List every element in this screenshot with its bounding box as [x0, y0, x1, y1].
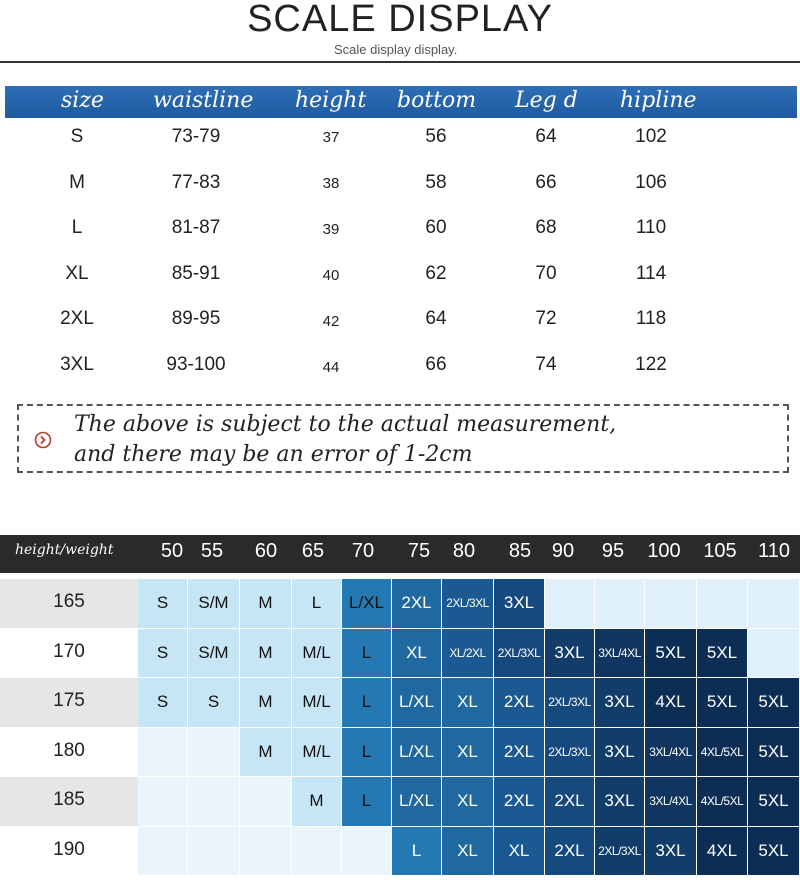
size-cell: 56: [425, 126, 447, 147]
size-recommendation-cell: 2XL: [494, 777, 545, 826]
size-cell: 64: [425, 308, 447, 329]
height-label: 190: [53, 838, 85, 860]
size-recommendation-cell: [748, 629, 800, 678]
size-recommendation-cell: 2XL: [545, 827, 595, 876]
size-cell: 85-91: [171, 262, 221, 284]
size-cell: 2XL: [60, 308, 94, 329]
size-cell: 72: [535, 308, 557, 329]
height-label: 165: [53, 591, 85, 612]
size-cell: 102: [635, 126, 667, 147]
size-recommendation-cell: 5XL: [748, 827, 800, 876]
size-cell: 68: [535, 217, 557, 238]
header: [0, 0, 800, 62]
column-header-height: height: [295, 88, 367, 113]
size-recommendation-cell: 5XL: [697, 629, 748, 678]
size-cell: 110: [635, 217, 667, 238]
size-recommendation-cell: 3XL: [595, 728, 645, 777]
page-title: SCALE DISPLAY: [247, 0, 553, 40]
size-recommendation-cell: 3XL: [645, 827, 697, 876]
size-recommendation-cell: S: [138, 678, 188, 727]
size-recommendation-cell: L: [342, 678, 392, 727]
size-recommendation-cell: 3XL/4XL: [645, 777, 697, 826]
weight-label: 80: [452, 540, 476, 562]
size-recommendation-cell: 4XL: [697, 827, 748, 876]
size-recommendation-cell: M/L: [292, 629, 342, 678]
column-header-hipline: hipline: [620, 88, 697, 113]
size-recommendation-cell: L/XL: [342, 579, 392, 628]
size-recommendation-cell: L/XL: [392, 777, 442, 826]
size-cell: 3XL: [60, 353, 94, 375]
size-cell: 77-83: [171, 171, 221, 193]
height-label: 180: [53, 739, 85, 761]
size-recommendation-cell: L: [342, 728, 392, 777]
size-recommendation-cell: L: [292, 579, 342, 628]
size-recommendation-cell: [292, 827, 342, 876]
size-cell: XL: [65, 262, 89, 284]
size-recommendation-cell: M: [240, 678, 292, 727]
size-recommendation-cell: 5XL: [748, 777, 800, 826]
size-recommendation-grid: [0, 535, 800, 875]
size-recommendation-cell: L/XL: [392, 678, 442, 727]
size-recommendation-cell: L: [342, 629, 392, 678]
size-cell: 66: [425, 353, 447, 375]
size-recommendation-cell: 3XL: [545, 629, 595, 678]
size-row: [0, 263, 800, 303]
size-row: [0, 308, 800, 348]
size-recommendation-cell: 2XL/3XL: [442, 579, 494, 628]
size-recommendation-cell: S: [188, 678, 240, 727]
size-cell: 118: [635, 308, 667, 329]
size-recommendation-cell: 2XL: [545, 777, 595, 826]
grid-header: [0, 535, 800, 573]
size-cell: 89-95: [171, 308, 221, 329]
size-recommendation-cell: 4XL/5XL: [697, 728, 748, 777]
weight-label: 60: [254, 540, 278, 562]
size-recommendation-cell: L: [392, 827, 442, 876]
size-recommendation-cell: [342, 827, 392, 876]
size-row: [0, 126, 800, 166]
size-recommendation-cell: 3XL: [494, 579, 545, 628]
size-cell: 64: [535, 126, 557, 147]
size-cell: S: [70, 126, 84, 147]
size-recommendation-cell: 3XL/4XL: [645, 728, 697, 777]
size-recommendation-cell: 4XL: [645, 678, 697, 727]
size-recommendation-cell: XL: [442, 728, 494, 777]
size-cell: 58: [425, 171, 447, 193]
size-recommendation-cell: [748, 579, 800, 628]
size-recommendation-cell: S/M: [188, 629, 240, 678]
size-recommendation-cell: [188, 777, 240, 826]
size-row: [0, 172, 800, 212]
size-recommendation-cell: M/L: [292, 678, 342, 727]
size-recommendation-cell: 2XL: [392, 579, 442, 628]
size-cell: 38: [322, 175, 340, 192]
size-recommendation-cell: M/L: [292, 728, 342, 777]
size-recommendation-cell: S: [138, 579, 188, 628]
size-cell: 122: [635, 353, 667, 375]
weight-label: 95: [601, 540, 625, 562]
size-row: [0, 354, 800, 394]
size-recommendation-cell: M: [240, 579, 292, 628]
size-recommendation-cell: 2XL/3XL: [545, 678, 595, 727]
size-recommendation-cell: L: [342, 777, 392, 826]
size-recommendation-cell: [645, 579, 697, 628]
weight-label: 70: [351, 540, 375, 562]
grid-corner-label: height/weight: [15, 542, 114, 558]
size-recommendation-cell: [138, 777, 188, 826]
size-recommendation-cell: [138, 728, 188, 777]
size-recommendation-cell: 5XL: [748, 728, 800, 777]
size-recommendation-cell: XL: [442, 777, 494, 826]
size-cell: 66: [535, 171, 557, 193]
note-line-1: The above is subject to the actual measurement,: [74, 412, 617, 437]
size-recommendation-cell: 5XL: [697, 678, 748, 727]
size-recommendation-cell: 2XL/3XL: [545, 728, 595, 777]
divider: [0, 61, 800, 63]
weight-label: 85: [508, 540, 532, 562]
size-recommendation-cell: M: [240, 629, 292, 678]
size-cell: 39: [322, 221, 340, 238]
size-recommendation-cell: [240, 777, 292, 826]
size-recommendation-cell: M: [292, 777, 342, 826]
measurement-note: [17, 404, 789, 473]
size-recommendation-cell: 2XL: [494, 678, 545, 727]
size-recommendation-cell: [188, 728, 240, 777]
weight-label: 105: [703, 540, 737, 562]
size-table-header: [5, 86, 797, 118]
column-header-size: size: [61, 88, 104, 113]
weight-label: 75: [407, 540, 431, 562]
size-cell: 40: [322, 267, 340, 284]
height-label: 175: [53, 690, 85, 711]
size-recommendation-cell: M: [240, 728, 292, 777]
size-recommendation-cell: XL: [442, 827, 494, 876]
size-recommendation-cell: L/XL: [392, 728, 442, 777]
size-recommendation-cell: 2XL/3XL: [494, 629, 545, 678]
size-recommendation-cell: XL: [442, 678, 494, 727]
column-header-leg: Leg d: [515, 88, 578, 113]
size-cell: 93-100: [166, 353, 226, 375]
size-cell: 106: [635, 171, 667, 193]
size-cell: L: [71, 217, 83, 238]
size-cell: 81-87: [171, 217, 221, 238]
size-cell: 73-79: [171, 126, 221, 147]
size-recommendation-cell: [240, 827, 292, 876]
weight-label: 50: [160, 540, 184, 562]
size-recommendation-cell: S/M: [188, 579, 240, 628]
page-subtitle: Scale display display.: [334, 42, 458, 57]
size-cell: 60: [425, 217, 447, 238]
size-recommendation-cell: 4XL/5XL: [697, 777, 748, 826]
weight-label: 110: [758, 540, 790, 562]
size-recommendation-cell: XL: [392, 629, 442, 678]
size-cell: 44: [322, 359, 340, 376]
size-cell: 74: [535, 353, 557, 375]
size-cell: 70: [535, 262, 557, 284]
size-recommendation-cell: [138, 827, 188, 876]
size-recommendation-cell: S: [138, 629, 188, 678]
size-recommendation-cell: [545, 579, 595, 628]
chevron-right-circle-icon: [34, 431, 52, 449]
size-recommendation-cell: 3XL/4XL: [595, 629, 645, 678]
size-recommendation-cell: [188, 827, 240, 876]
weight-label: 90: [551, 540, 575, 562]
size-cell: 37: [322, 129, 340, 146]
size-recommendation-cell: [595, 579, 645, 628]
size-recommendation-cell: 3XL: [595, 777, 645, 826]
weight-label: 55: [200, 540, 224, 562]
height-label: 170: [53, 640, 85, 662]
size-recommendation-cell: 2XL/3XL: [595, 827, 645, 876]
column-header-waistline: waistline: [153, 88, 254, 113]
size-recommendation-cell: XL/2XL: [442, 629, 494, 678]
size-recommendation-cell: 2XL: [494, 728, 545, 777]
size-recommendation-cell: 3XL: [595, 678, 645, 727]
size-cell: 42: [322, 313, 340, 330]
height-label: 185: [53, 789, 85, 810]
column-header-bottom: bottom: [397, 88, 477, 113]
size-cell: M: [69, 171, 85, 193]
size-recommendation-cell: [697, 579, 748, 628]
size-recommendation-cell: 5XL: [748, 678, 800, 727]
size-row: [0, 217, 800, 257]
size-recommendation-cell: XL: [494, 827, 545, 876]
weight-label: 100: [647, 540, 681, 562]
size-cell: 114: [635, 262, 667, 284]
size-cell: 62: [425, 262, 447, 284]
size-recommendation-cell: 5XL: [645, 629, 697, 678]
weight-label: 65: [301, 540, 325, 562]
note-line-2: and there may be an error of 1-2cm: [74, 442, 473, 467]
